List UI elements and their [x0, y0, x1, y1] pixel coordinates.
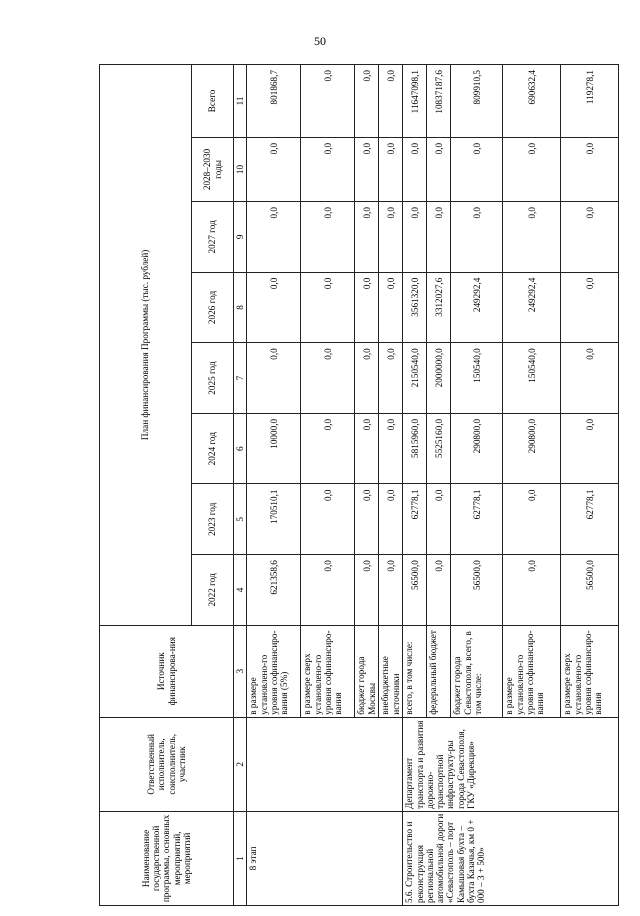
value-cell: 0,0 — [379, 484, 403, 555]
value-cell: 0,0 — [379, 137, 403, 201]
value-cell: 0,0 — [561, 343, 619, 414]
value-cell: 0,0 — [301, 272, 355, 343]
value-cell: 0,0 — [301, 484, 355, 555]
column-index: 4 — [234, 555, 247, 626]
source-cell: всего, в том числе: — [403, 625, 427, 717]
total-cell: 690632,4 — [503, 65, 561, 138]
header-year: 2028–2030 годы — [192, 137, 234, 201]
source-cell: в размере сверх установлено-го уровня софинансиро-вания — [561, 625, 619, 717]
header-responsible: Ответственный исполнитель, соисполнитель, участник — [100, 717, 234, 811]
source-cell: в размере установлено-го уровня софинансиро-вания — [503, 625, 561, 717]
value-cell: 56500,0 — [451, 555, 503, 626]
value-cell: 2000000,0 — [427, 343, 451, 414]
value-cell: 0,0 — [503, 484, 561, 555]
source-cell: бюджет города Севастополя, всего, в том числе: — [451, 625, 503, 717]
value-cell: 0,0 — [503, 202, 561, 273]
value-cell: 0,0 — [355, 343, 379, 414]
value-cell: 0,0 — [427, 484, 451, 555]
value-cell: 0,0 — [427, 202, 451, 273]
page-number: 50 — [314, 34, 326, 48]
measure-responsible: Департамент транспорта и развития дорожно-транспортной инфраструкту-ры города Севастополя, ГКУ «Дирекция» — [403, 717, 619, 811]
total-cell: 0,0 — [379, 65, 403, 138]
total-cell: 10837187,6 — [427, 65, 451, 138]
value-cell: 0,0 — [355, 484, 379, 555]
value-cell: 0,0 — [403, 202, 427, 273]
column-index: 3 — [234, 625, 247, 717]
total-cell: 0,0 — [355, 65, 379, 138]
source-cell: федеральный бюджет — [427, 625, 451, 717]
stage-name: 8 этап — [247, 811, 403, 905]
source-cell: внебюджетные источники — [379, 625, 403, 717]
value-cell: 5525160,0 — [427, 413, 451, 484]
header-plan-title: План финансирования Программы (тыс. рублей) — [100, 65, 192, 626]
stage-responsible — [247, 717, 403, 811]
header-year: 2022 год — [192, 555, 234, 626]
value-cell: 0,0 — [451, 202, 503, 273]
value-cell: 290800,0 — [503, 413, 561, 484]
value-cell: 0,0 — [561, 137, 619, 201]
header-total: Всего — [192, 65, 234, 138]
header-year: 2025 год — [192, 343, 234, 414]
value-cell: 0,0 — [355, 272, 379, 343]
value-cell: 0,0 — [379, 555, 403, 626]
value-cell: 249292,4 — [503, 272, 561, 343]
value-cell: 0,0 — [247, 272, 301, 343]
rotated-table-container — [87, 56, 613, 916]
value-cell: 249292,4 — [451, 272, 503, 343]
financing-plan-table — [99, 64, 619, 906]
value-cell: 0,0 — [379, 272, 403, 343]
value-cell: 0,0 — [503, 137, 561, 201]
total-cell: 801868,7 — [247, 65, 301, 138]
value-cell: 62778,1 — [403, 484, 427, 555]
total-cell: 0,0 — [301, 65, 355, 138]
value-cell: 56500,0 — [403, 555, 427, 626]
measure-name: 5.6. Строительство и реконструкция региональной автомобильной дороги «Севастополь – порт Камышовая бухта – бухта Казачья, км 0 + 000 – 3 + 500» — [403, 811, 619, 905]
header-source: Источник финансирова-ния — [100, 625, 234, 717]
column-index: 10 — [234, 137, 247, 201]
source-cell: бюджет города Москвы — [355, 625, 379, 717]
header-year: 2027 год — [192, 202, 234, 273]
value-cell: 0,0 — [451, 137, 503, 201]
column-index: 11 — [234, 65, 247, 138]
value-cell: 2150540,0 — [403, 343, 427, 414]
column-index: 1 — [234, 811, 247, 905]
header-name: Наименование государственной программы, основных мероприятий, мероприятий — [100, 811, 234, 905]
value-cell: 0,0 — [355, 202, 379, 273]
column-index: 2 — [234, 717, 247, 811]
value-cell: 150540,0 — [451, 343, 503, 414]
value-cell: 56500,0 — [561, 555, 619, 626]
header-year: 2026 год — [192, 272, 234, 343]
value-cell: 0,0 — [379, 413, 403, 484]
value-cell: 0,0 — [403, 137, 427, 201]
value-cell: 0,0 — [561, 272, 619, 343]
value-cell: 0,0 — [355, 137, 379, 201]
total-cell: 809910,5 — [451, 65, 503, 138]
value-cell: 0,0 — [379, 202, 403, 273]
value-cell: 0,0 — [427, 137, 451, 201]
value-cell: 0,0 — [301, 413, 355, 484]
column-index: 6 — [234, 413, 247, 484]
value-cell: 0,0 — [247, 137, 301, 201]
value-cell: 0,0 — [427, 555, 451, 626]
value-cell: 170510,1 — [247, 484, 301, 555]
total-cell: 119278,1 — [561, 65, 619, 138]
column-index: 5 — [234, 484, 247, 555]
value-cell: 0,0 — [247, 343, 301, 414]
header-year: 2024 год — [192, 413, 234, 484]
value-cell: 10000,0 — [247, 413, 301, 484]
total-cell: 11647098,1 — [403, 65, 427, 138]
value-cell: 3561320,0 — [403, 272, 427, 343]
value-cell: 290800,0 — [451, 413, 503, 484]
column-index: 7 — [234, 343, 247, 414]
value-cell: 0,0 — [301, 137, 355, 201]
source-cell: в размере установлено-го уровня софинансиро-вания (5%) — [247, 625, 301, 717]
column-index: 8 — [234, 272, 247, 343]
value-cell: 3312027,6 — [427, 272, 451, 343]
value-cell: 0,0 — [503, 555, 561, 626]
value-cell: 62778,1 — [561, 484, 619, 555]
value-cell: 5815960,0 — [403, 413, 427, 484]
column-index: 9 — [234, 202, 247, 273]
value-cell: 0,0 — [561, 413, 619, 484]
value-cell: 0,0 — [561, 202, 619, 273]
value-cell: 0,0 — [379, 343, 403, 414]
value-cell: 62778,1 — [451, 484, 503, 555]
value-cell: 0,0 — [301, 343, 355, 414]
value-cell: 0,0 — [301, 555, 355, 626]
value-cell: 0,0 — [301, 202, 355, 273]
value-cell: 150540,0 — [503, 343, 561, 414]
source-cell: в размере сверх установлено-го уровня софинансиро-вания — [301, 625, 355, 717]
value-cell: 0,0 — [355, 555, 379, 626]
header-year: 2023 год — [192, 484, 234, 555]
value-cell: 621358,6 — [247, 555, 301, 626]
value-cell: 0,0 — [355, 413, 379, 484]
value-cell: 0,0 — [247, 202, 301, 273]
